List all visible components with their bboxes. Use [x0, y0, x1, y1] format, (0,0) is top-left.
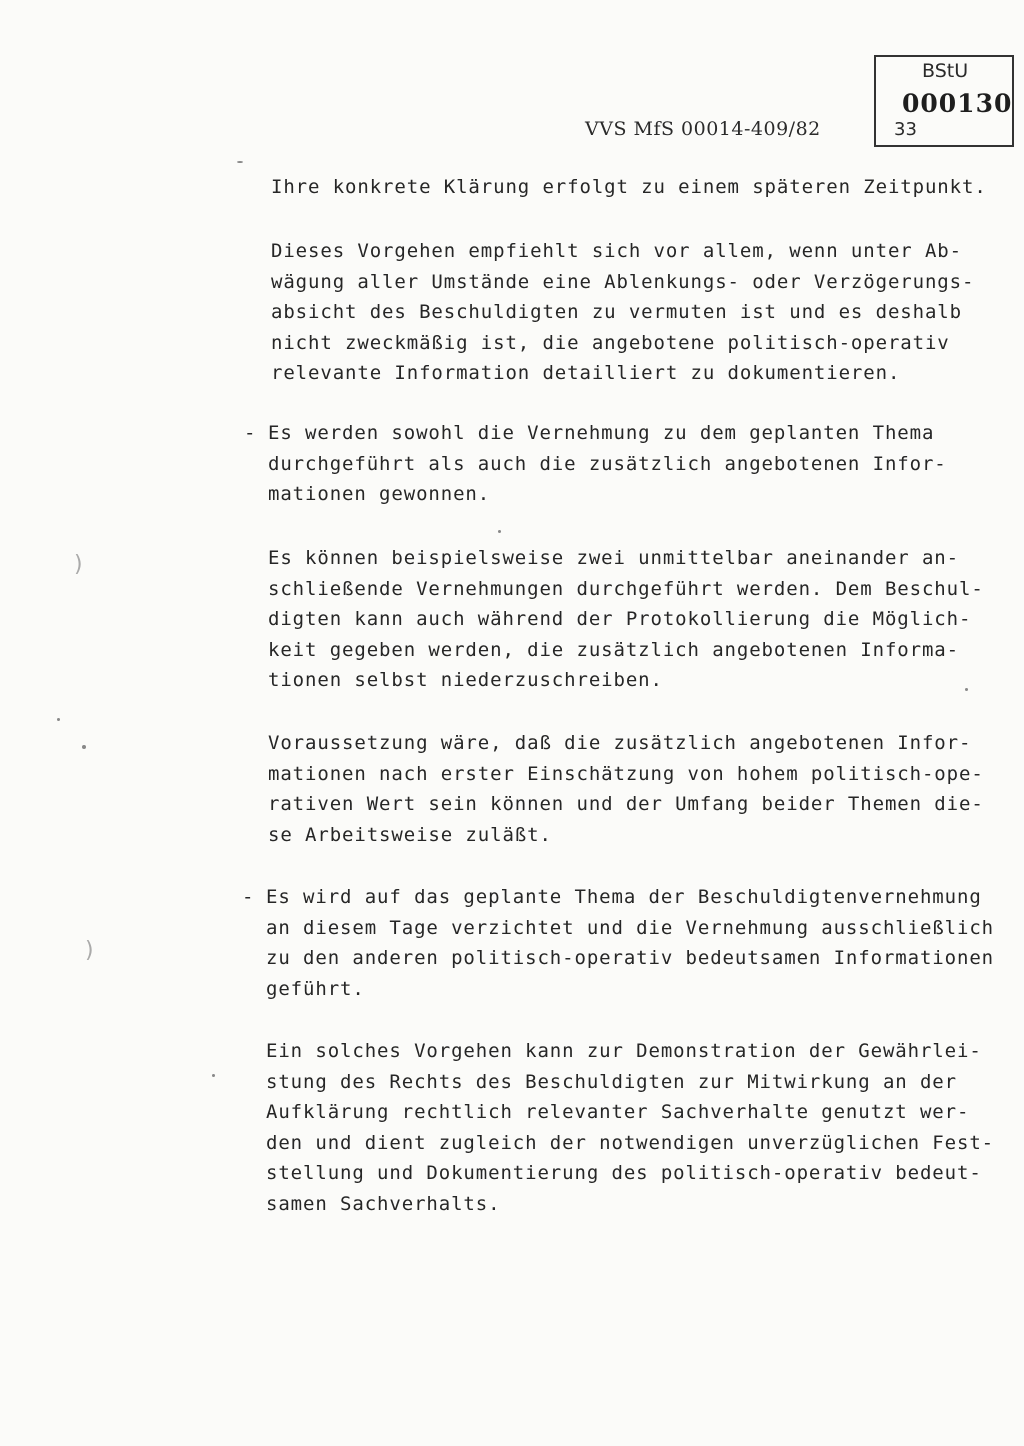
paragraph-2: Dieses Vorgehen empfiehlt sich vor allem, wenn unter Ab- wägung aller Umstände eine Ablenkungs- oder Verzögerungs- absicht des Beschuldigten zu vermuten ist und es deshalb nicht zweckmäßig ist, die angebotene politisch-operativ relevante Information detailliert zu dokumentieren.	[271, 240, 975, 385]
stamp-archive-label: BStU	[922, 60, 969, 82]
paragraph-1: Ihre konkrete Klärung erfolgt zu einem späteren Zeitpunkt.	[271, 176, 987, 198]
stamp-frame-left	[874, 55, 876, 147]
paragraph-6: Es wird auf das geplante Thema der Beschuldigtenvernehmung an diesem Tage verzichtet und die Vernehmung ausschließlich zu den anderen politisch-operativ bedeutsamen Informationen geführt.	[266, 886, 994, 1000]
paragraph-3: Es werden sowohl die Vernehmung zu dem geplanten Thema durchgeführt als auch die zusätzlich angebotenen Infor- mationen gewonnen.	[268, 422, 947, 506]
archive-stamp	[874, 55, 1014, 147]
scan-speck	[57, 718, 60, 721]
scan-speck	[237, 161, 243, 163]
list-bullet-2: -	[242, 886, 254, 908]
scan-speck	[965, 688, 968, 691]
document-reference: VVS MfS 00014-409/82	[585, 118, 821, 140]
paragraph-4: Es können beispielsweise zwei unmittelbar aneinander an- schließende Vernehmungen durchgeführt werden. Dem Beschul- digten kann auch während der Protokollierung die Möglich- keit gegeben werden, die zusätzlich angebotenen Informa- tionen selbst niederzuschreiben.	[268, 547, 984, 692]
stamp-frame-top	[874, 55, 1012, 57]
punch-hole-mark-upper: )	[74, 552, 83, 577]
stamp-frame-bottom	[874, 145, 1014, 147]
stamp-page-number: 33	[894, 119, 917, 140]
paragraph-5: Voraussetzung wäre, daß die zusätzlich angebotenen Infor- mationen nach erster Einschätzung von hohem politisch-ope- rativen Wert sein können und der Umfang beider Themen die- se Arbeitsweise zuläßt.	[268, 732, 984, 846]
scan-speck	[82, 745, 86, 749]
scan-speck	[212, 1074, 215, 1077]
list-bullet-1: -	[244, 422, 256, 444]
punch-hole-mark-lower: )	[85, 938, 94, 963]
scan-speck	[498, 530, 501, 533]
paragraph-7: Ein solches Vorgehen kann zur Demonstration der Gewährlei- stung des Rechts des Beschuldigten zur Mitwirkung an der Aufklärung rechtlich relevanter Sachverhalte genutzt wer- den und dient zugleich der notwendigen unverzüglichen Fest- stellung und Dokumentierung des politisch-operativ bedeut- samen Sachverhalts.	[266, 1040, 994, 1215]
stamp-document-number: 000130	[902, 89, 1013, 118]
